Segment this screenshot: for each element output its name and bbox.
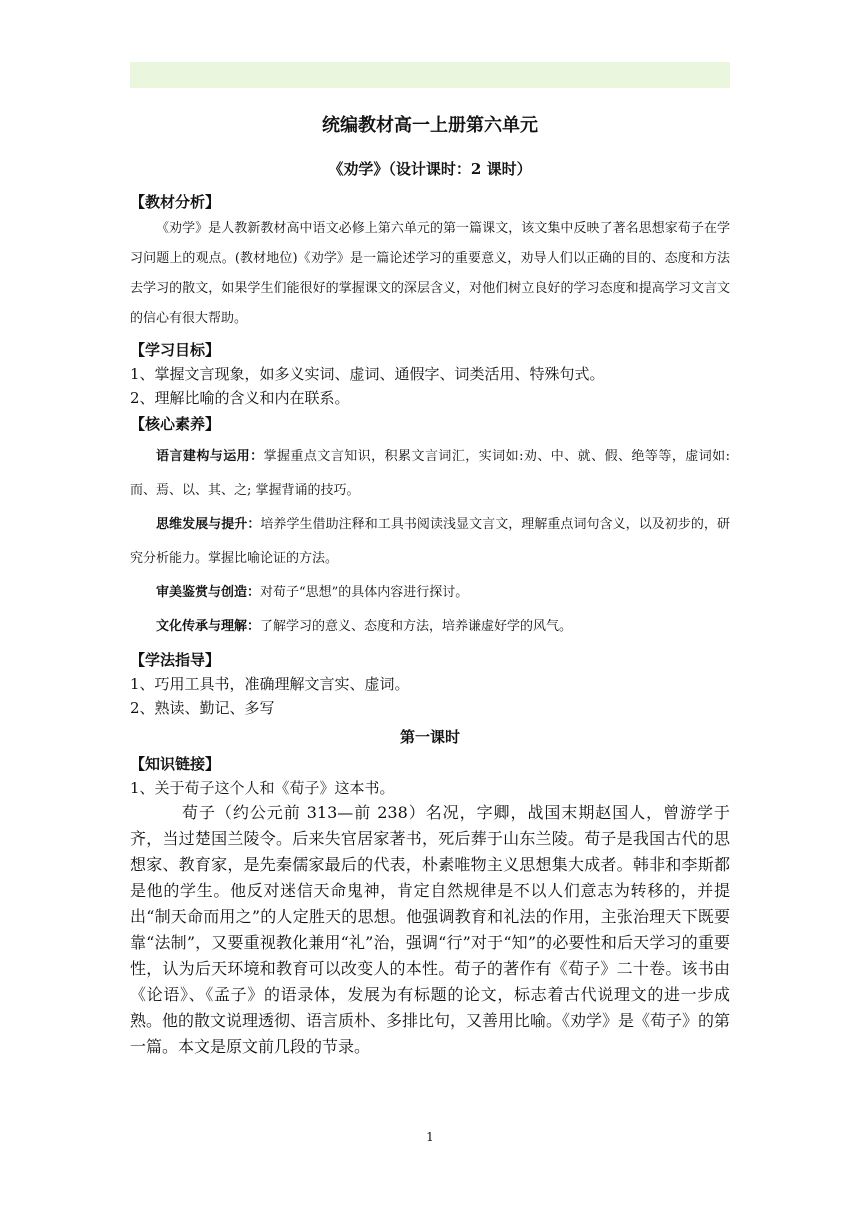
core-item-label: 审美鉴赏与创造： <box>156 585 261 600</box>
goal-item: 1、掌握文言现象，如多义实词、虚词、通假字、词类活用、特殊句式。 <box>130 365 605 383</box>
core-item <box>130 440 730 508</box>
core-item-label: 思维发展与提升： <box>156 517 261 532</box>
section-heading-knowledge: 【知识链接】 <box>130 755 221 773</box>
section-heading-analysis: 【教材分析】 <box>130 193 221 211</box>
page-number: 1 <box>426 1130 434 1144</box>
analysis-paragraph: 《劝学》是人教新教材高中语文必修上第六单元的第一篇课文，该文集中反映了著名思想家荀子在学习问题上的观点。(教材地位)《劝学》是一篇论述学习的重要意义，劝导人们以正确的目的、态度和方法去学习的散文，如果学生们能很好的掌握课文的深层含义，对他们树立良好的学习态度和提高学习文言文的信心有很大帮助。 <box>130 221 730 326</box>
core-item <box>130 576 730 610</box>
method-item: 1、巧用工具书，准确理解文言实、虚词。 <box>130 675 410 693</box>
document-title: 统编教材高一上册第六单元 <box>322 115 538 136</box>
core-item-text: 掌握重点文言知识，积累文言词汇，实词如:劝、中、就、假、绝等等，虚词如:而、焉、以、其、之; 掌握背诵的技巧。 <box>130 449 730 498</box>
lesson-title: 第一课时 <box>399 728 460 746</box>
core-item-label: 文化传承与理解： <box>156 619 261 634</box>
method-item: 2、熟读、勤记、多写 <box>130 699 275 717</box>
core-item <box>130 610 730 644</box>
header-band <box>130 62 730 88</box>
core-item <box>130 508 730 576</box>
core-item-text: 对荀子“思想”的具体内容进行探讨。 <box>260 585 469 600</box>
section-heading-goals: 【学习目标】 <box>130 341 221 359</box>
section-heading-method: 【学法指导】 <box>130 651 221 669</box>
document-subtitle: 《劝学》（设计课时：2 课时） <box>328 160 532 178</box>
section-heading-core: 【核心素养】 <box>130 415 221 433</box>
core-list <box>130 440 730 644</box>
goal-item: 2、理解比喻的含义和内在联系。 <box>130 389 350 407</box>
knowledge-paragraph: 荀子（约公元前 313—前 238）名况，字卿，战国末期赵国人，曾游学于齐，当过楚国兰陵令。后来失官居家著书，死后葬于山东兰陵。荀子是我国古代的思想家、教育家，是先秦儒家最后的代表，朴素唯物主义思想集大成者。韩非和李斯都是他的学生。他反对迷信天命鬼神，肯定自然规律是不以人们意志为转移的，并提出“制天命而用之”的人定胜天的思想。他强调教育和礼法的作用，主张治理天下既要靠“法制”，又要重视教化兼用“礼”治，强调“行”对于“知”的必要性和后天学习的重要性，认为后天环境和教育可以改变人的本性。荀子的著作有《荀子》二十卷。该书由《论语》、《孟子》的语录体，发展为有标题的论文，标志着古代说理文的进一步成熟。他的散文说理透彻、语言质朴、多排比句，又善用比喻。《劝学》是《荀子》的第一篇。本文是原文前几段的节录。 <box>130 803 731 1056</box>
core-item-text: 了解学习的意义、态度和方法，培养谦虚好学的风气。 <box>260 619 573 634</box>
page-content <box>130 112 730 1060</box>
core-item-label: 语言建构与运用： <box>156 449 264 464</box>
core-item-text: 培养学生借助注释和工具书阅读浅显文言文，理解重点词句含义，以及初步的，研究分析能力。掌握比喻论证的方法。 <box>130 517 730 566</box>
knowledge-item: 1、关于荀子这个人和《荀子》这本书。 <box>130 779 395 797</box>
